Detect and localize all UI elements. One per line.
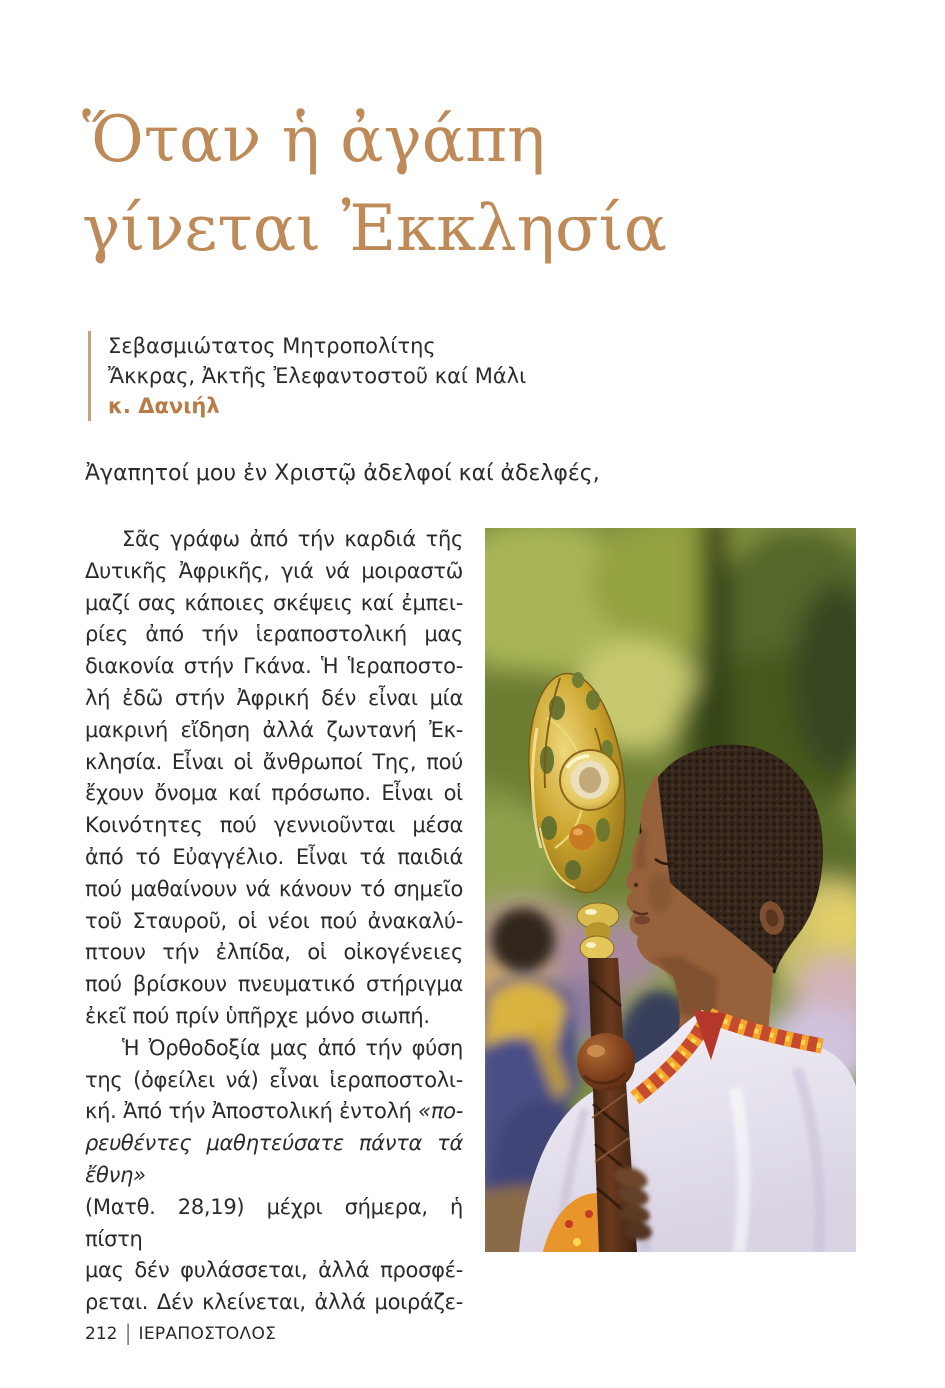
magazine-name: ΙΕΡΑΠΟΣΤΟΛΟΣ <box>138 1324 277 1344</box>
body-line: Σᾶς γράφω ἀπό τήν καρδιά τῆς <box>122 527 463 551</box>
body-line: διακονία στήν Γκάνα. Ἡ Ἱεραποστο- <box>85 654 463 679</box>
body-line <box>85 1096 463 1128</box>
body-line: ἐκεῖ πού πρίν ὑπῆρχε μόνο σιωπή. <box>85 1003 430 1028</box>
byline-sees: Ἄκκρας, Ἀκτῆς Ἐλεφαντοστοῦ καί Μάλι <box>108 364 527 388</box>
body-line: Δυτικῆς Ἀφρικῆς, γιά νά μοιραστῶ <box>85 558 463 583</box>
page-title-line1: Ὅταν ἡ ἀγάπη <box>82 103 546 177</box>
body-line: ρεται. Δέν κλείνεται, ἀλλά μοιράζε- <box>85 1290 463 1315</box>
body-line-quote: ρευθέντες μαθητεύσατε πάντα τά ἔθνη» <box>85 1131 463 1187</box>
body-line: τοῦ Σταυροῦ, οἱ νέοι πού ἀνακαλύ- <box>85 908 463 933</box>
page-title <box>82 96 667 274</box>
body-line: πού μαθαίνουν νά κάνουν τό σημεῖο <box>85 876 463 901</box>
body-line: κλησία. Εἶναι οἱ ἄνθρωποί Της, πού <box>85 749 463 774</box>
body-line: λή ἐδῶ στήν Ἀφρική δέν εἶναι μία <box>85 685 463 710</box>
body-line: της (ὀφείλει νά) εἶναι ἱεραποστολι- <box>85 1067 463 1092</box>
body-line: ἀπό τό Εὐαγγέλιο. Εἶναι τά παιδιά <box>85 844 463 869</box>
body-line: μαζί σας κάποιες σκέψεις καί ἐμπει- <box>85 590 463 615</box>
body-line-segment-quote: «πο- <box>418 1099 463 1124</box>
article-photo <box>485 528 856 1252</box>
body-line: μακρινή εἴδηση ἀλλά ζωντανή Ἐκ- <box>85 717 463 742</box>
salutation: Ἀγαπητοί μου ἐν Χριστῷ ἀδελφοί καί ἀδελφές, <box>85 461 600 486</box>
body-line: πού βρίσκουν πνευματικό στήριγμα <box>85 972 463 997</box>
byline-role: Σεβασμιώτατος Μητροπολίτης <box>108 334 436 358</box>
body-line-segment: κή. Ἀπό τήν Ἀποστολική ἐντολή <box>85 1099 419 1124</box>
body-line: (Ματθ. 28,19) μέχρι σήμερα, ἡ πίστη <box>85 1194 463 1251</box>
body-line: μας δέν φυλάσσεται, ἀλλά προσφέ- <box>85 1258 463 1283</box>
body-line: ρίες ἀπό τήν ἱεραποστολική μας <box>85 622 463 647</box>
body-line: Κοινότητες πού γεννιοῦνται μέσα <box>85 813 463 838</box>
body-line: πτουν τήν ἐλπίδα, οἱ οἰκογένειες <box>85 940 463 965</box>
body-line: Ἡ Ὀρθοδοξία μας ἀπό τήν φύση <box>122 1035 463 1060</box>
byline <box>88 331 526 421</box>
acolyte-photo-illustration <box>485 528 856 1252</box>
body-line: ἔχουν ὄνομα καί πρόσωπο. Εἶναι οἱ <box>85 781 463 806</box>
page-title-line2: γίνεται Ἐκκλησία <box>82 192 667 266</box>
footer-separator: | <box>124 1321 132 1345</box>
page-number: 212 <box>85 1324 118 1344</box>
body-text-column <box>85 524 463 1319</box>
byline-name: κ. Δανιήλ <box>108 394 220 418</box>
page-footer <box>85 1322 276 1346</box>
